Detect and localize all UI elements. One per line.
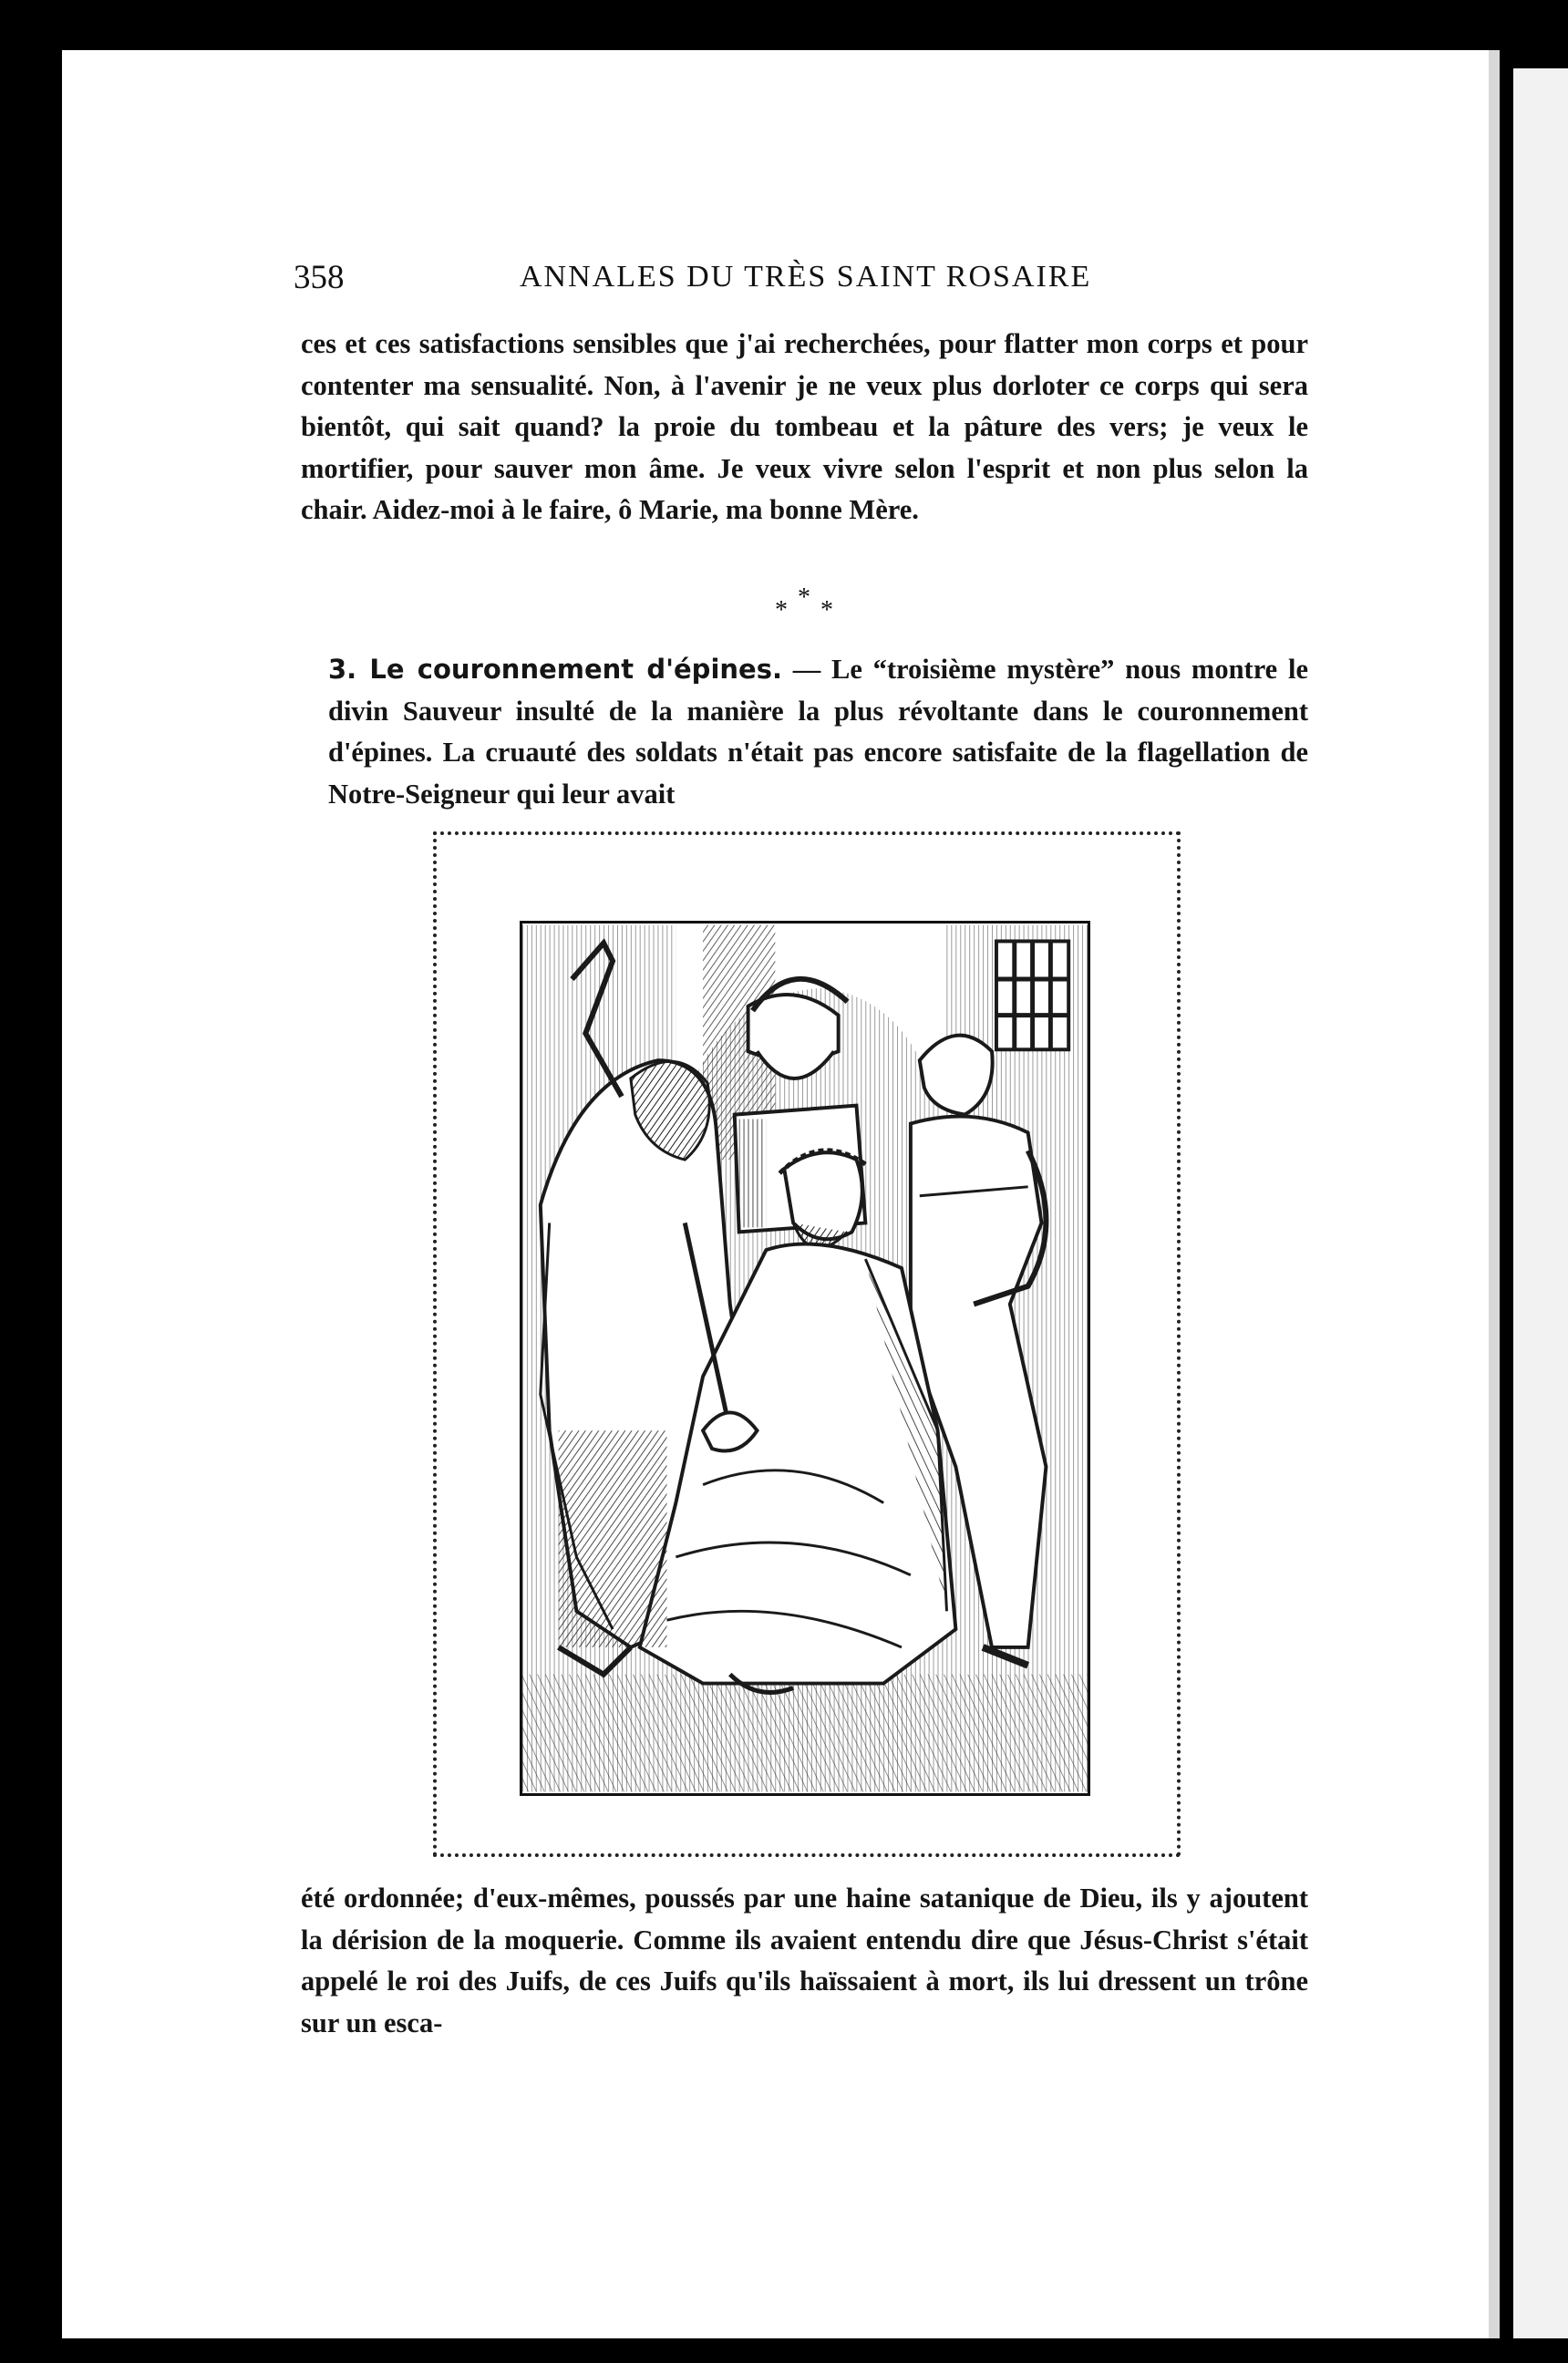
page-header [294,258,1315,302]
section-separator: * * * [775,583,833,624]
engraving-image [522,924,1088,1793]
paragraph-continuation [301,324,1308,531]
illustration-crowning-with-thorns [520,921,1090,1796]
running-title: ANNALES DU TRÈS SAINT ROSAIRE [520,260,1092,294]
section-title: 3. Le couronnement d'épines. [328,654,782,685]
section-3 [301,649,1308,815]
section-paragraph [301,649,1308,815]
page-edge [1489,50,1500,2338]
section-text: — Le “troisième mystère” nous montre le divin Sauveur insulté de la manière la plus révoltante dans le couronnement d'épines. La cruauté des soldats n'était pas encore satisfaite de la flagellation de Notre-Seigneur qui leur avait [328,654,1308,810]
paragraph-continued-after-illustration [301,1878,1308,2044]
paragraph-text: ces et ces satisfactions sensibles que j'ai recherchées, pour flatter mon corps et pour contenter ma sensualité. Non, à l'avenir je ne veux plus dorloter ce corps qui sera bientôt, qui sait quand? la proie du tombeau et la pâture des vers; je veux le mortifier, pour sauver mon âme. Je veux vivre selon l'esprit et non plus selon la chair. Aidez-moi à le faire, ô Marie, ma bonne Mère. [301,328,1308,525]
paragraph-text-3: été ordonnée; d'eux-mêmes, poussés par une haine satanique de Dieu, ils y ajoutent la dérision de la moquerie. Comme ils avaient entendu dire que Jésus-Christ s'était appelé le roi des Juifs, de ces Juifs qu'ils haïssaient à mort, ils lui dressent un trône sur un esca- [301,1883,1308,2038]
facing-page-edge [1513,68,1568,2338]
page-number: 358 [294,259,345,296]
